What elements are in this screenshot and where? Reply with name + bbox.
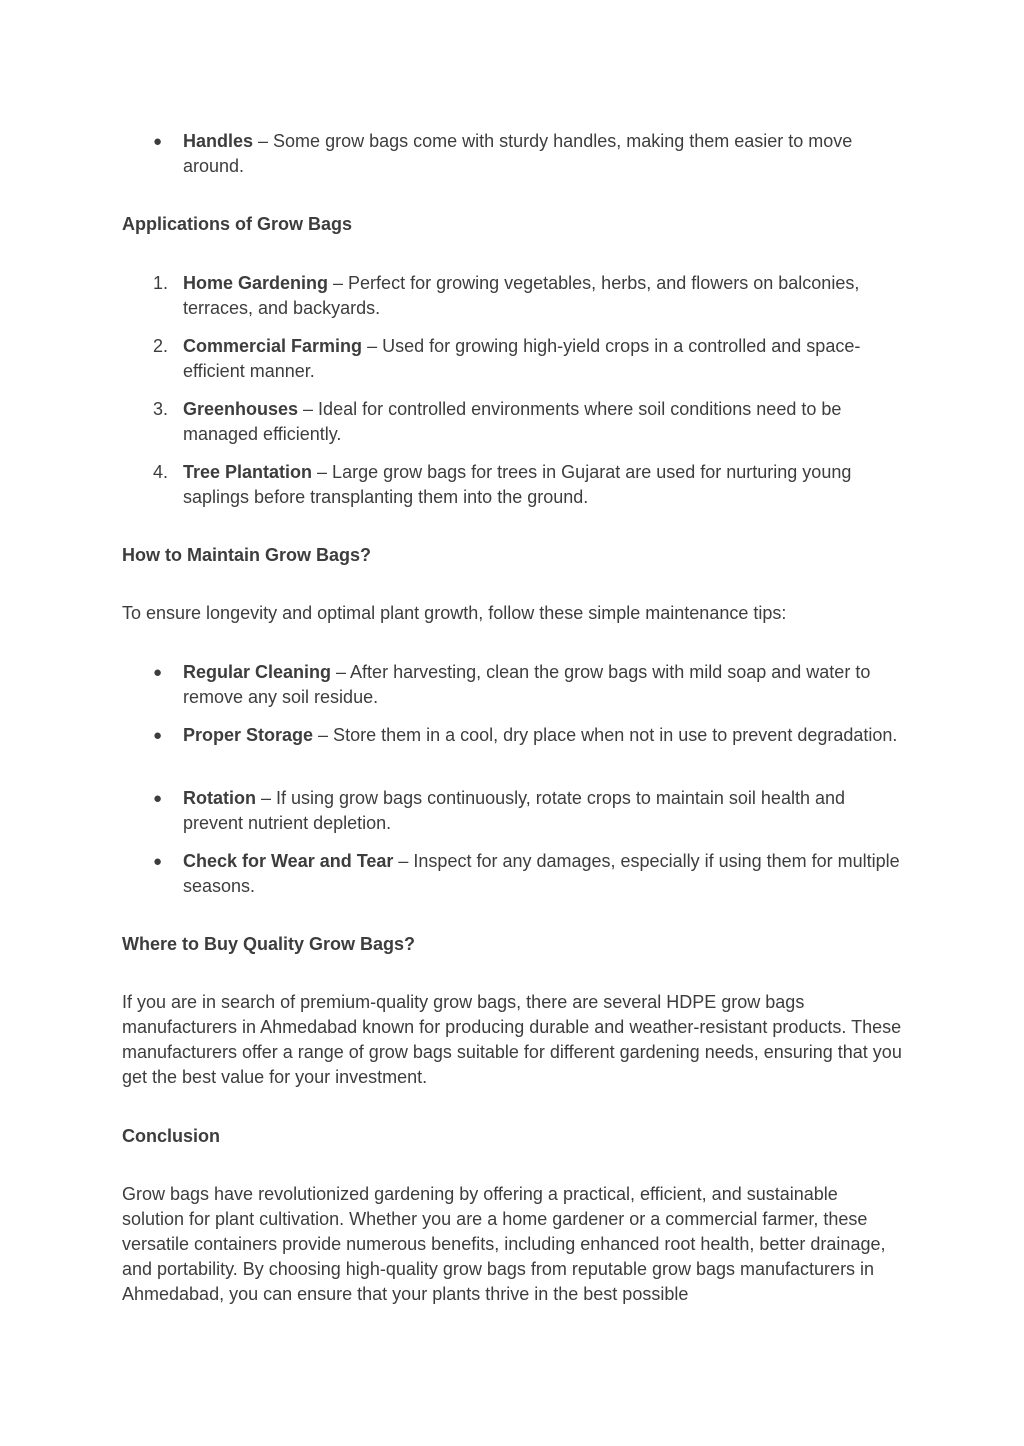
bullet-marker: ● — [153, 853, 163, 870]
list-item-term: Check for Wear and Tear — [183, 851, 394, 871]
list-item-description: – Perfect for growing vegetables, herbs, and flowers on balconies, terraces, and backyards. — [183, 273, 860, 318]
section-heading-conclusion: Conclusion — [122, 1126, 220, 1146]
list-item-term: Tree Plantation — [183, 462, 313, 482]
paragraph-conclusion: Grow bags have revolutionized gardening by offering a practical, efficient, and sustainable solution for plant cultivation. Whether you are a home gardener or a commercial farmer, these versatile containers provide numerous benefits, including enhanced root health, better drainage, and portability. By choosing high-quality grow bags from reputable grow bags manufacturers in Ahmedabad, you can ensure that your plants thrive in the best possible — [122, 1184, 886, 1304]
list-number: 2. — [153, 336, 169, 356]
list-item-term: Commercial Farming — [183, 336, 363, 356]
list-item-text — [183, 723, 903, 748]
list-item-text — [183, 849, 903, 899]
list-item-term: Proper Storage — [183, 725, 314, 745]
section-heading-maintain: How to Maintain Grow Bags? — [122, 545, 372, 565]
list-item-description: – After harvesting, clean the grow bags with mild soap and water to remove any soil residue. — [183, 662, 871, 707]
paragraph-maintain-intro: To ensure longevity and optimal plant growth, follow these simple maintenance tips: — [122, 603, 787, 623]
list-item-description: – Store them in a cool, dry place when not in use to prevent degradation. — [313, 725, 898, 745]
list-item-text — [183, 271, 903, 321]
list-number: 3. — [153, 399, 169, 419]
list-item-text — [183, 660, 903, 710]
list-item-description: – Used for growing high-yield crops in a controlled and space-efficient manner. — [183, 336, 861, 381]
section-heading-applications: Applications of Grow Bags — [122, 214, 353, 234]
list-item-text — [183, 786, 903, 836]
list-item-term: Home Gardening — [183, 273, 329, 293]
list-item-text — [183, 397, 903, 447]
list-item-description: – Inspect for any damages, especially if using them for multiple seasons. — [183, 851, 900, 896]
list-item-term: Handles — [183, 131, 254, 151]
list-item-description: – Large grow bags for trees in Gujarat are used for nurturing young saplings before transplanting them into the ground. — [183, 462, 852, 507]
bullet-marker: ● — [153, 664, 163, 681]
list-item-text — [183, 334, 903, 384]
bullet-marker: ● — [153, 133, 163, 150]
paragraph-buy: If you are in search of premium-quality grow bags, there are several HDPE grow bags manufacturers in Ahmedabad known for producing durable and weather-resistant products. These manufacturers offer a range of grow bags suitable for different gardening needs, ensuring that you get the best value for your investment. — [122, 992, 902, 1087]
bullet-marker: ● — [153, 727, 163, 744]
list-item-term: Greenhouses — [183, 399, 299, 419]
list-number: 4. — [153, 462, 169, 482]
list-item-term: Rotation — [183, 788, 256, 808]
list-item-description: – Some grow bags come with sturdy handles, making them easier to move around. — [183, 131, 853, 176]
list-item-description: – If using grow bags continuously, rotate crops to maintain soil health and prevent nutrient depletion. — [183, 788, 845, 833]
list-item-term: Regular Cleaning — [183, 662, 332, 682]
list-item-text — [183, 129, 903, 179]
list-item-description: – Ideal for controlled environments where soil conditions need to be managed efficiently. — [183, 399, 842, 444]
list-number: 1. — [153, 273, 169, 293]
bullet-marker: ● — [153, 790, 163, 807]
list-item-text — [183, 460, 903, 510]
section-heading-buy: Where to Buy Quality Grow Bags? — [122, 934, 416, 954]
